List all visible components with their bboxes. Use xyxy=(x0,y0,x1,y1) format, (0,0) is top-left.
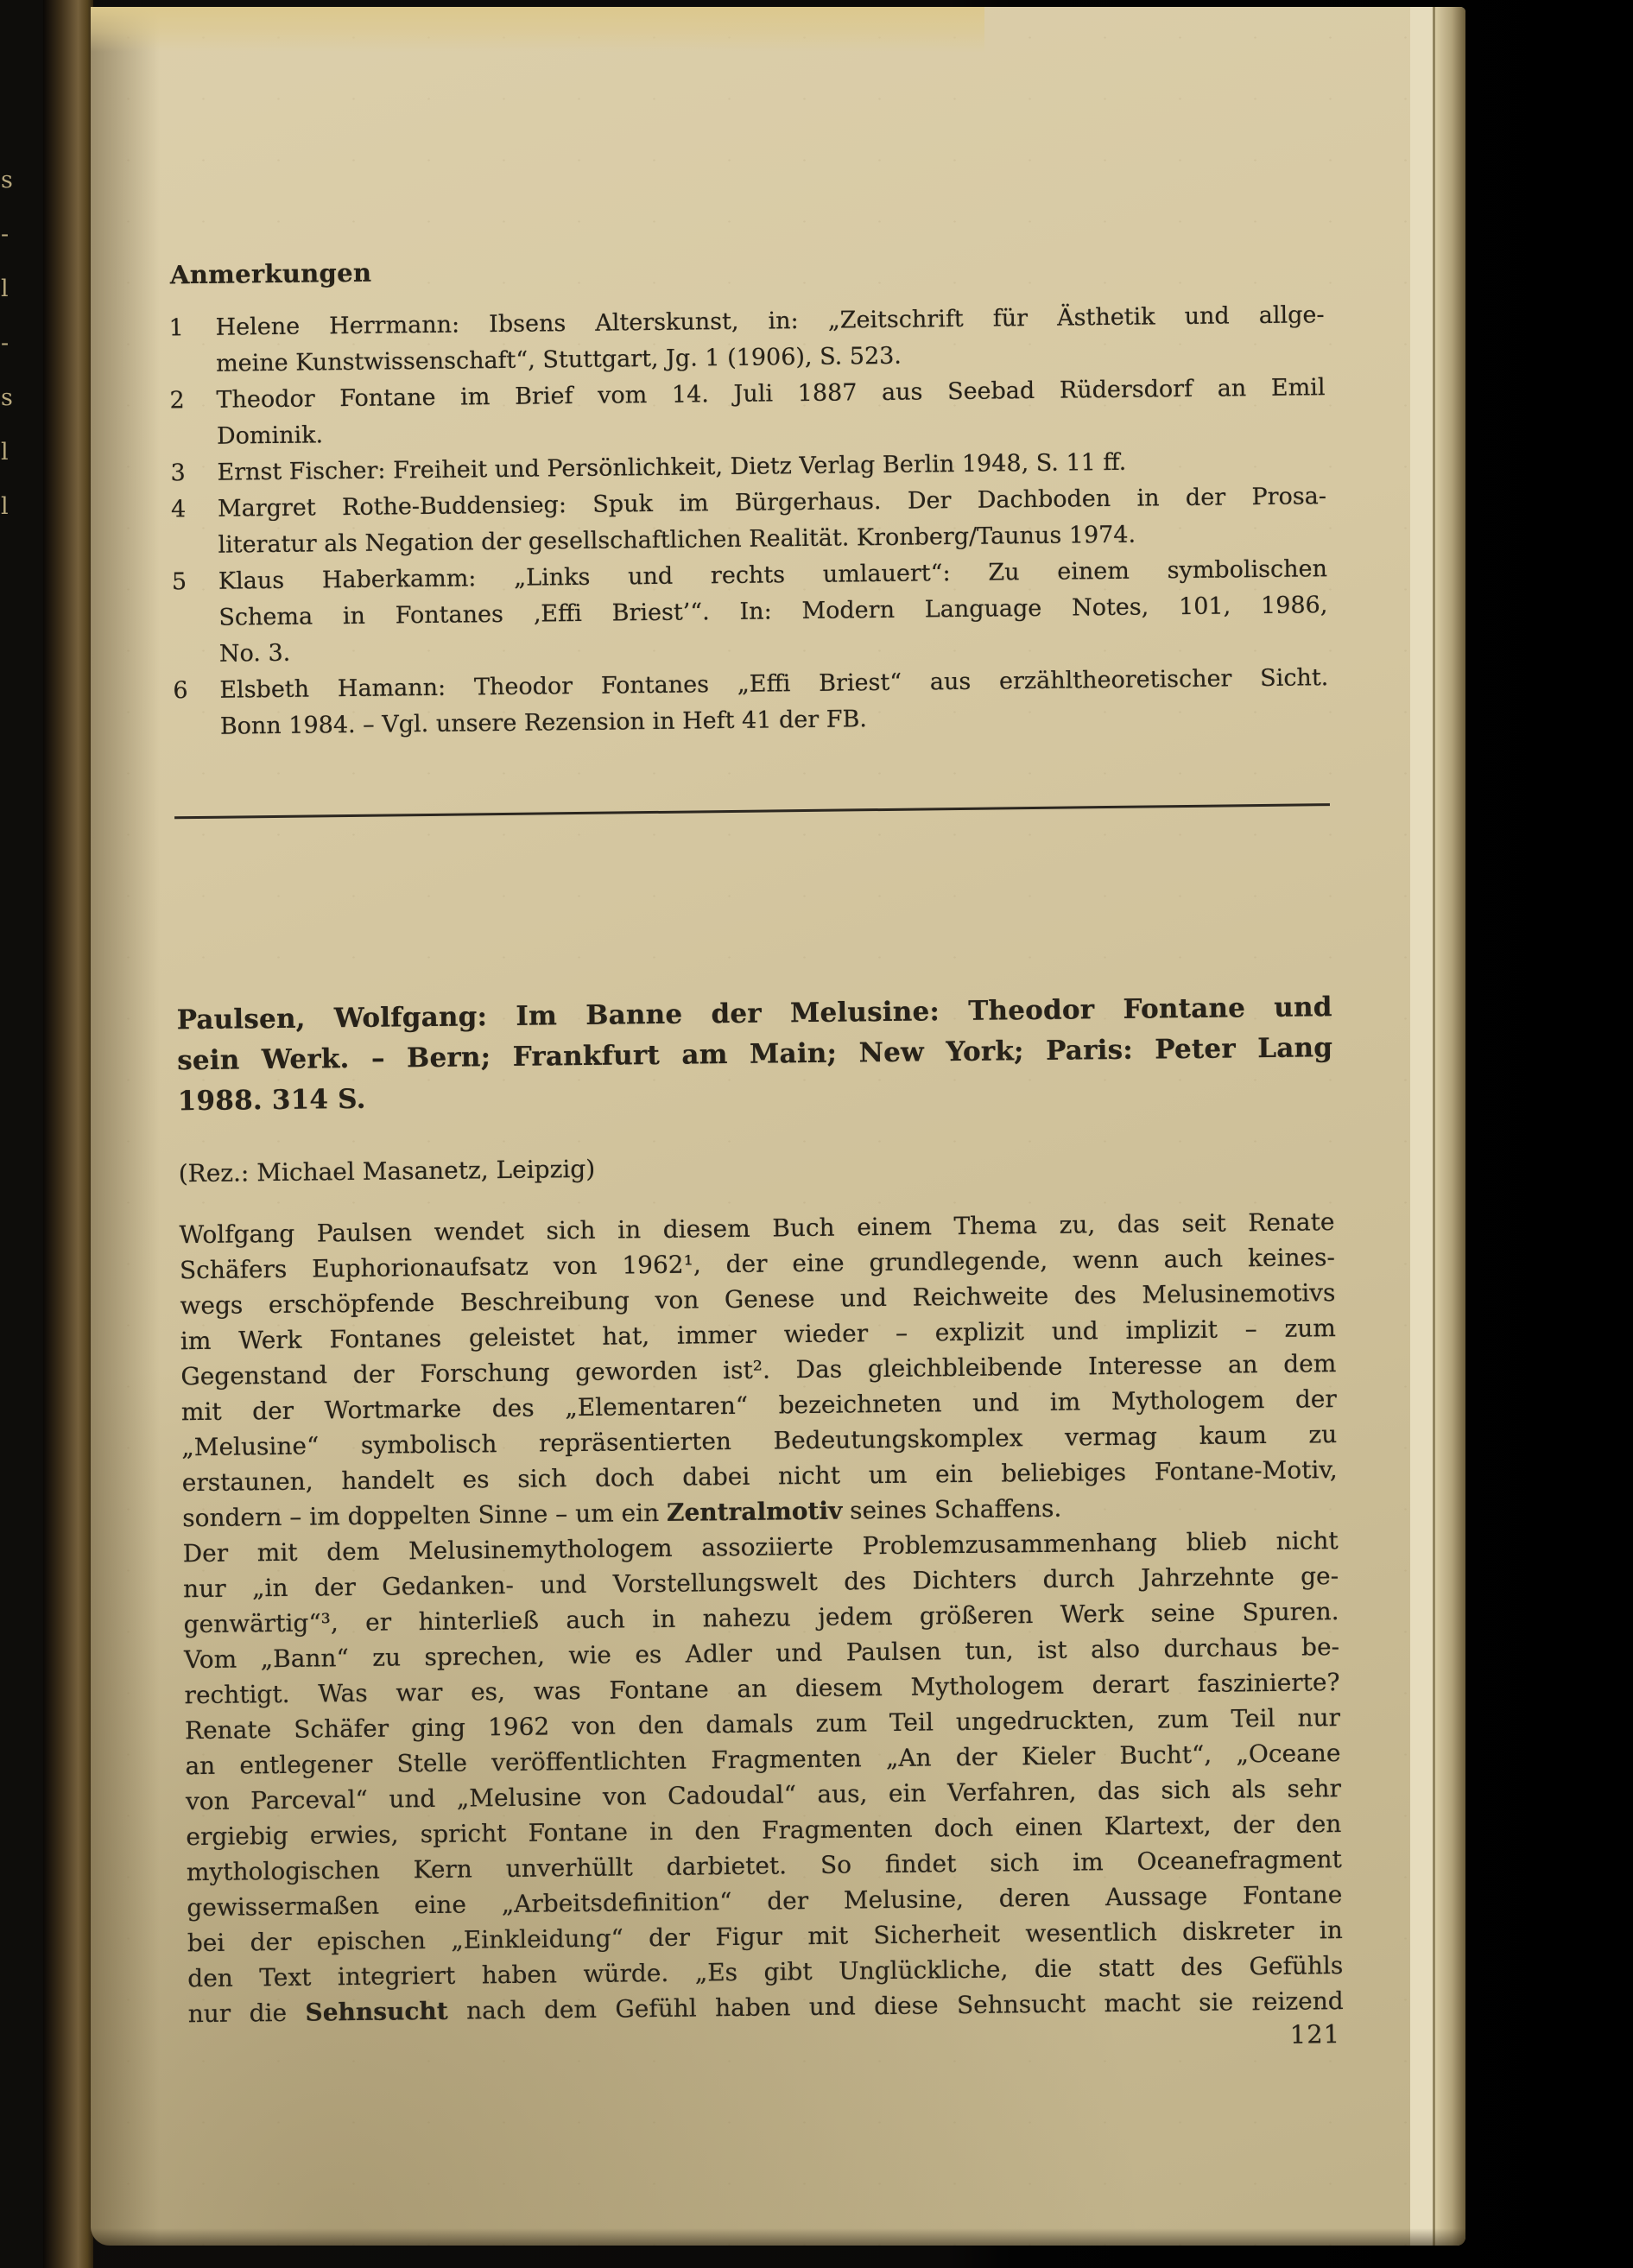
review-body-line: nur „in der Gedanken- und Vorstellungswelt des Dichters durch Jahrzehnte ge- xyxy=(182,1562,1339,1604)
review-title xyxy=(176,987,1333,1122)
footnote-number: 3 xyxy=(170,459,186,487)
edge-text-fragment: - xyxy=(1,330,9,357)
page-content xyxy=(168,242,1345,2094)
footnote-item xyxy=(173,660,1329,745)
footnote-line: Theodor Fontane im Brief vom 14. Juli 1887 aus Seebad Rüdersdorf an Emil xyxy=(216,374,1326,414)
review-title-line: Paulsen, Wolfgang: Im Banne der Melusine: Theodor Fontane und xyxy=(176,991,1332,1036)
page-number: 121 xyxy=(1289,2019,1341,2049)
edge-text-fragment: l xyxy=(1,493,9,520)
review-body-line: Vom „Bann“ zu sprechen, wie es Adler und Paulsen tun, ist also durchaus be- xyxy=(183,1632,1340,1675)
footnote-line: Helene Herrmann: Ibsens Alterskunst, in: „Zeitschrift für Ästhetik und allge- xyxy=(215,301,1325,341)
review-body-line: gewissermaßen eine „Arbeitsdefinition“ der Melusine, deren Aussage Fontane xyxy=(187,1880,1343,1923)
edge-text-fragment: l xyxy=(1,276,9,302)
review-title-line: sein Werk. – Bern; Frankfurt am Main; New York; Paris: Peter Lang xyxy=(177,1032,1333,1077)
edge-text-fragment: s xyxy=(1,167,13,193)
page-fore-edge-light xyxy=(1410,7,1433,2246)
annotations-heading: Anmerkungen xyxy=(169,257,372,290)
footnote-number: 2 xyxy=(169,387,185,415)
footnote-line: No. 3. xyxy=(218,639,291,668)
edge-text-fragment: s xyxy=(1,384,13,411)
review-body-line: ergiebig erwies, spricht Fontane in den Fragmenten doch einen Klartext, der den xyxy=(186,1809,1342,1852)
review-body-line: mit der Wortmarke des „Elementaren“ bezeichneten und im Mythologem der xyxy=(180,1384,1337,1427)
review-body-line: im Werk Fontanes geleistet hat, immer wieder – explizit und implizit – zum xyxy=(180,1314,1337,1356)
review-body-line: wegs erschöpfende Beschreibung von Genese und Reichweite des Melusinemotivs xyxy=(180,1278,1336,1321)
review-body xyxy=(179,1204,1344,2031)
footnote-line: literatur als Negation der gesellschaftlichen Realität. Kronberg/Taunus 1974. xyxy=(218,521,1136,559)
footnote-item xyxy=(172,551,1328,673)
book-binding-gutter xyxy=(43,0,93,2268)
review-body-line: sondern – im doppelten Sinne – um ein Zentralmotiv seines Schaffens. xyxy=(182,1493,1062,1533)
footnote-number: 5 xyxy=(171,568,187,596)
review-body-line: rechtigt. Was war es, was Fontane an diesem Mythologem derart faszinierte? xyxy=(184,1668,1340,1710)
footnote-line: Bonn 1984. – Vgl. unsere Rezension in Heft 41 der FB. xyxy=(219,706,868,740)
review-body-line: den Text integriert haben würde. „Es gibt Unglückliche, die statt des Gefühls xyxy=(187,1951,1344,1993)
separator-rule xyxy=(174,803,1330,819)
review-body-line: nur die Sehnsucht nach dem Gefühl haben und diese Sehnsucht macht sie reizend xyxy=(187,1986,1344,2029)
footnote-line: Schema in Fontanes ‚Effi Briest’“. In: Modern Language Notes, 101, 1986, xyxy=(218,592,1328,631)
edge-text-fragment: l xyxy=(1,439,9,466)
page-bottom-edge xyxy=(91,2228,1465,2246)
footnote-lines xyxy=(218,478,1327,564)
footnote-item xyxy=(171,478,1327,564)
book-page xyxy=(91,7,1465,2246)
footnote-lines xyxy=(216,370,1326,455)
footnote-lines xyxy=(215,297,1325,383)
footnotes-list xyxy=(168,297,1329,745)
review-body-line: genwärtig“³, er hinterließ auch in nahezu jedem größeren Werk seine Spuren. xyxy=(183,1597,1339,1639)
footnote-line: Dominik. xyxy=(216,421,324,450)
facing-page-text-fragments xyxy=(0,0,26,2268)
review-title-line: 1988. 314 S. xyxy=(177,1083,366,1118)
review-body-line: an entlegener Stelle veröffentlichten Fragmenten „An der Kieler Bucht“, „Oceane xyxy=(185,1739,1341,1781)
footnote-item xyxy=(169,370,1326,455)
review-body-line: Der mit dem Melusinemythologem assoziierte Problemzusammenhang blieb nicht xyxy=(182,1526,1339,1568)
review-body-line: erstaunen, handelt es sich doch dabei nicht um ein beliebiges Fontane-Motiv, xyxy=(181,1455,1338,1498)
footnote-number: 1 xyxy=(168,314,184,342)
review-body-line: Gegenstand der Forschung geworden ist². Das gleichbleibende Interesse an dem xyxy=(180,1349,1337,1391)
footnote-line: Klaus Haberkamm: „Links und rechts umlauert“: Zu einem symbolischen xyxy=(218,555,1328,595)
footnote-line: Ernst Fischer: Freiheit und Persönlichkeit, Dietz Verlag Berlin 1948, S. 11 ff. xyxy=(217,448,1127,486)
footnote-line: Elsbeth Hamann: Theodor Fontanes „Effi Briest“ aus erzähltheoretischer Sicht. xyxy=(219,664,1329,704)
footnote-number: 6 xyxy=(173,677,188,705)
footnote-number: 4 xyxy=(170,496,187,523)
review-body-line: Renate Schäfer ging 1962 von den damals zum Teil ungedruckten, zum Teil nur xyxy=(184,1703,1341,1745)
footnote-lines xyxy=(219,660,1329,745)
footnote-line: meine Kunstwissenschaft“, Stuttgart, Jg. 1 (1906), S. 523. xyxy=(215,342,902,377)
page-top-edge xyxy=(91,7,984,52)
review-body-line: von Parceval“ und „Melusine von Cadoudal“ aus, ein Verfahren, das sich als sehr xyxy=(185,1774,1342,1816)
page-fore-edge-shade xyxy=(1435,7,1465,2246)
review-body-line: mythologischen Kern unverhüllt darbietet. So findet sich im Oceanefragment xyxy=(186,1845,1343,1887)
review-body-line: Wolfgang Paulsen wendet sich in diesem Buch einem Thema zu, das seit Renate xyxy=(179,1207,1335,1250)
edge-text-fragment: - xyxy=(1,221,9,248)
review-body-line: Schäfers Euphorionaufsatz von 1962¹, der eine grundlegende, wenn auch keines- xyxy=(179,1243,1336,1285)
footnote-line: Margret Rothe-Buddensieg: Spuk im Bürgerhaus. Der Dachboden in der Prosa- xyxy=(217,483,1327,523)
footnote-item xyxy=(168,297,1325,383)
review-body-line: „Melusine“ symbolisch repräsentierten Bedeutungskomplex vermag kaum zu xyxy=(181,1420,1338,1462)
review-body-line: bei der epischen „Einkleidung“ der Figur mit Sicherheit wesentlich diskreter in xyxy=(187,1916,1343,1958)
reviewer-line: (Rez.: Michael Masanetz, Leipzig) xyxy=(178,1154,596,1188)
footnote-lines xyxy=(218,551,1328,673)
